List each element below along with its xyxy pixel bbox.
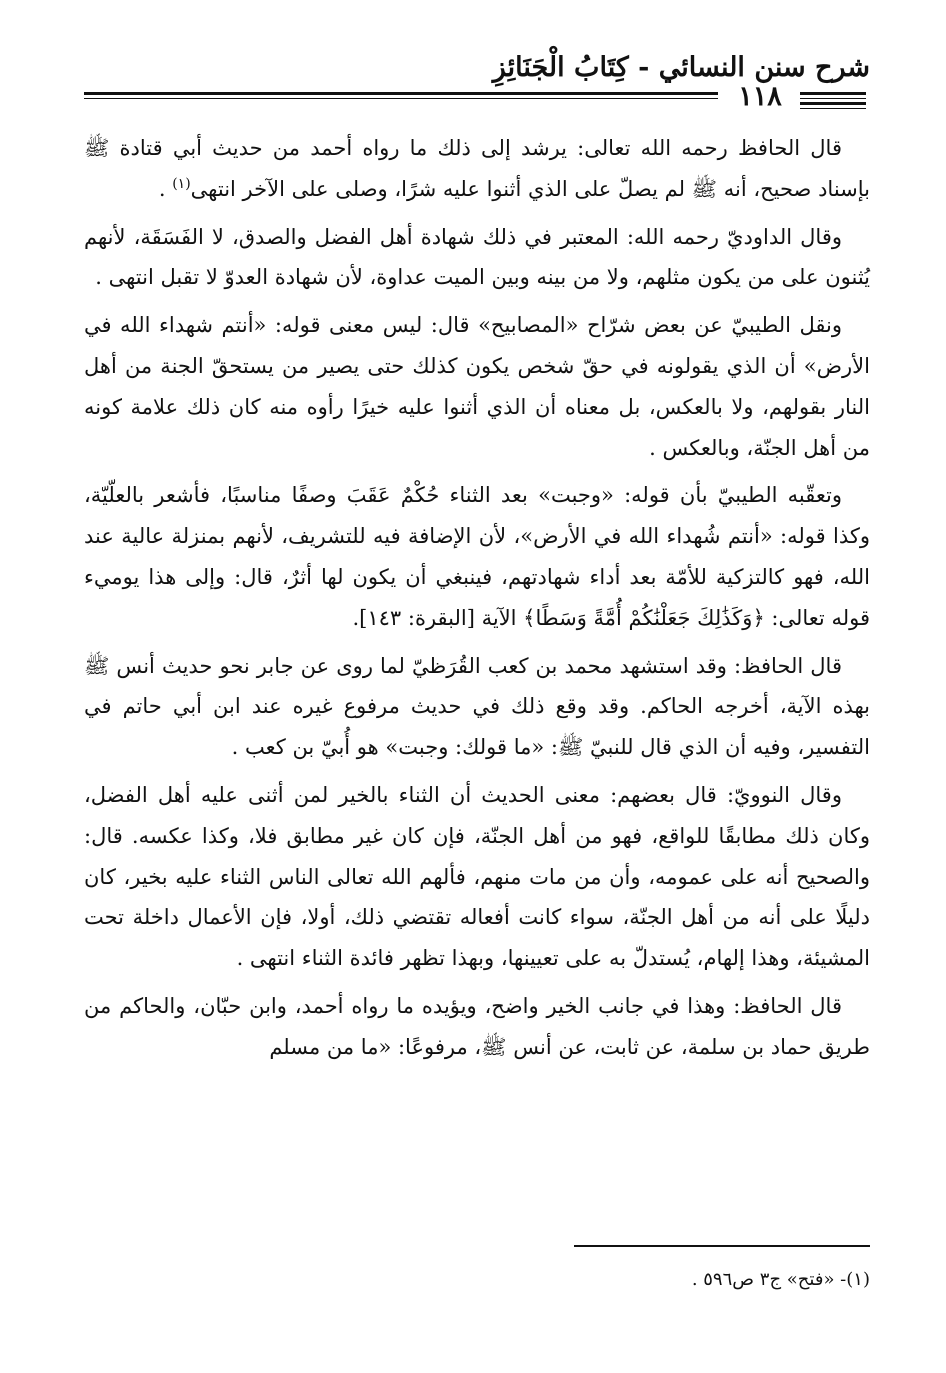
body-text (84, 128, 870, 1075)
paragraph-end: . (158, 176, 173, 201)
paragraph: وتعقّبه الطيبيّ بأن قوله: «وجبت» بعد الثناء حُكْمٌ عَقَبَ وصفًا مناسبًا، فأشعر بالعلّيّة، وكذا قوله: «أنتم شُهداء الله في الأرض»، لأن الإضافة فيه للتشريف، لأنهم بمنزلة عالية عند الله، فهو كالتزكية للأمّة بعد أداء شهادتهم، فينبغي أن يكون لها أثرٌ، قال: وإلى هذا يوميء قوله تعالى: ﴿وَكَذَٰلِكَ جَعَلْنَٰكُمْ أُمَّةً وَسَطًا﴾ الآية [البقرة: ١٤٣]. (84, 483, 870, 630)
footnote-marker: (١) (172, 175, 191, 192)
paragraph: وقال الداوديّ رحمه الله: المعتبر في ذلك شهادة أهل الفضل والصدق، لا الفَسَقَة، لأنهم يُثنون على من يكون مثلهم، ولا من بينه وبين الميت عداوة، لأن شهادة العدوّ لا تقبل انتهى . (84, 224, 870, 290)
paragraph: قال الحافظ: وقد استشهد محمد بن كعب القُرَظيّ لما روى عن جابر نحو حديث أنس ﷺ بهذه الآية، أخرجه الحاكم. وقد وقع ذلك في حديث مرفوع غيره عند ابن أبي حاتم في التفسير، وفيه أن الذي قال للنبيّ ﷺ: «ما قولك: وجبت» هو أُبيّ بن كعب . (84, 653, 870, 760)
paragraph (84, 128, 870, 210)
paragraph: وقال النوويّ: قال بعضهم: معنى الحديث أن الثناء بالخير لمن أثنى عليه أهل الفضل، وكان ذلك مطابقًا للواقع، فهو من أهل الجنّة، فإن كان غير مطابق فلا، وكذا عكسه. قال: والصحيح أنه على عمومه، وأن من مات منهم، فألهم الله تعالى الناس الثناء عليه بخير، كان دليلًا على أنه من أهل الجنّة، سواء كانت أفعاله تقتضي ذلك، أولا، فإن الأعمال داخلة تحت المشيئة، وهذا إلهام، يُستدلّ به على تعيينها، وبهذا تظهر فائدة الثناء انتهى . (84, 782, 870, 971)
page-number-rule (800, 92, 866, 99)
footnote-rule (574, 1245, 870, 1247)
running-header: شرح سنن النسائي - كِتَابُ الْجَنَائِزِ (492, 52, 870, 83)
page-number-rule-lower (800, 102, 866, 109)
header-rule (84, 92, 718, 99)
page-number: ١١٨ (738, 81, 782, 112)
paragraph: قال الحافظ: وهذا في جانب الخير واضح، ويؤيده ما رواه أحمد، وابن حبّان، والحاكم من طريق حماد بن سلمة، عن ثابت، عن أنس ﷺ، مرفوعًا: «ما من مسلم (84, 993, 870, 1059)
paragraph-text: قال الحافظ رحمه الله تعالى: يرشد إلى ذلك ما رواه أحمد من حديث أبي قتادة ﷺ بإسناد صحيح، أنه ﷺ لم يصلّ على الذي أثنوا عليه شرًا، وصلى على الآخر انتهى (84, 136, 870, 201)
footnote: (١)- «فتح» ج٣ ص٥٩٦ . (691, 1269, 870, 1290)
paragraph: ونقل الطيبيّ عن بعض شرّاح «المصابيح» قال: ليس معنى قوله: «أنتم شهداء الله في الأرض» أن الذي يقولونه في حقّ شخص يكون كذلك حتى يصير من يستحقّ الجنة من أهل النار بقولهم، ولا بالعكس، بل معناه أن الذي أثنوا عليه خيرًا رأوه منه كان ذلك علامة كونه من أهل الجنّة، وبالعكس . (84, 313, 870, 460)
